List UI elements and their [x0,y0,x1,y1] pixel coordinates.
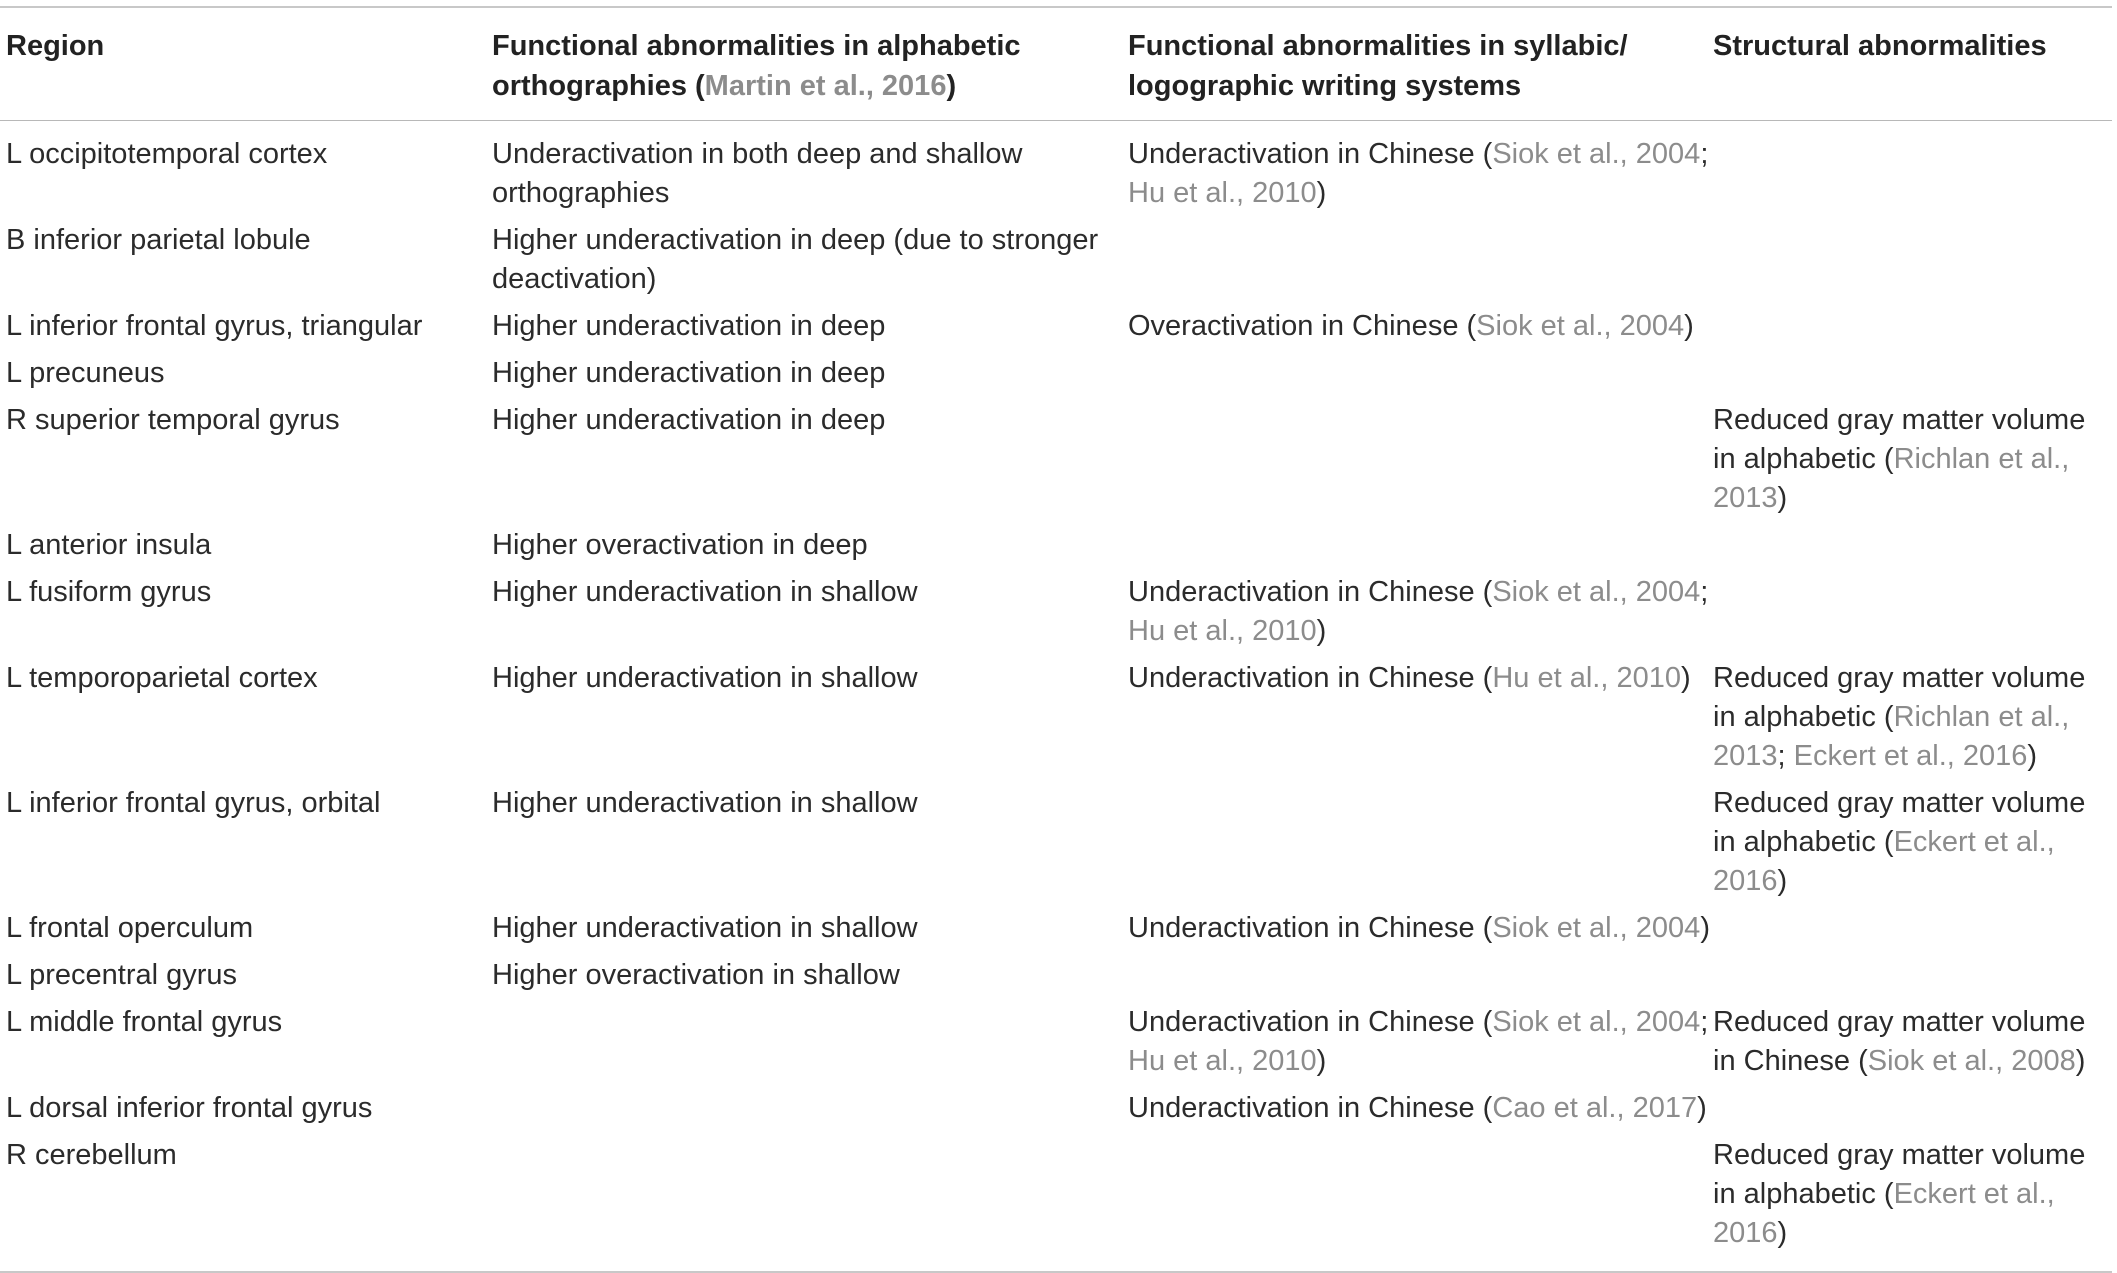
citation-link[interactable]: Eckert et al., 2016 [1713,826,2055,897]
cell-syllabic [1128,1136,1713,1253]
cell-structural [1713,307,2112,346]
table-row [0,1132,2112,1257]
cell-text: ) [1697,1092,1707,1124]
citation-link[interactable]: Eckert et al., 2016 [1713,1178,2055,1249]
cell-structural [1713,1136,2112,1253]
citation-link[interactable]: Hu et al., 2010 [1492,662,1681,694]
cell-syllabic [1128,307,1713,346]
cell-text: ) [1777,865,1788,897]
header-alphabetic-citation[interactable]: Martin et al., 2016 [704,70,947,102]
citation-link[interactable]: Siok et al., 2004 [1476,310,1685,342]
cell-text: Reduced gray matter volume in alphabetic ( [1713,1139,2086,1210]
cell-syllabic [1128,1089,1713,1128]
cell-alphabetic: Higher underactivation in deep (due to stronger deactivation) [492,224,1099,295]
citation-link[interactable]: Siok et al., 2004 [1492,576,1701,608]
cell-syllabic [1128,909,1713,948]
cell-text: ( [1482,662,1493,694]
header-alphabetic-close: ) [946,70,957,102]
cell-text: Underactivation in Chinese [1128,662,1483,694]
table-row [0,655,2112,780]
table-row [0,1085,2112,1132]
table-header [0,8,2112,120]
cell-region: L precentral gyrus [6,959,238,991]
cell-text: Underactivation in Chinese ( [1128,1006,1493,1038]
cell-region: L fusiform gyrus [6,576,212,608]
cell-structural [1713,221,2112,299]
cell-text: Underactivation in Chinese [1128,912,1483,944]
cell-region: L inferior frontal gyrus, orbital [6,787,381,819]
cell-text: ; [1700,138,1709,170]
table-row [0,999,2112,1085]
cell-text: ( [1466,310,1477,342]
cell-text: Reduced gray matter volume in Chinese ( [1713,1006,2086,1077]
cell-alphabetic: Higher underactivation in deep [492,404,886,436]
cell-structural [1713,354,2112,393]
cell-alphabetic [492,1089,1128,1128]
cell-alphabetic: Higher overactivation in shallow [492,959,900,991]
cell-structural [1713,573,2112,651]
cell-syllabic [1128,956,1713,995]
cell-alphabetic: Underactivation in both deep and shallow orthographies [492,138,1023,209]
header-structural: Structural abnormalities [1713,30,2047,62]
cell-alphabetic [492,1003,1128,1081]
header-alphabetic [492,26,1128,106]
cell-text: Reduced gray matter volume in alphabetic ( [1713,787,2086,858]
cell-text: ) [1684,310,1694,342]
citation-link[interactable]: Hu et al., 2010 [1128,1045,1317,1077]
cell-structural [1713,956,2112,995]
cell-text: ; [1700,1006,1709,1038]
cell-structural [1713,1003,2112,1081]
table-row [0,131,2112,217]
cell-region: L temporoparietal cortex [6,662,318,694]
cell-structural [1713,659,2112,776]
table-row [0,522,2112,569]
cell-alphabetic: Higher underactivation in deep [492,310,886,342]
cell-text: ( [1482,138,1493,170]
citation-link[interactable]: Cao et al., 2017 [1492,1092,1698,1124]
table-body [0,121,2112,1271]
table-row [0,569,2112,655]
citation-link[interactable]: Siok et al., 2008 [1867,1045,2076,1077]
cell-alphabetic: Higher underactivation in shallow [492,662,918,694]
cell-text: ; [1700,576,1709,608]
cell-text: ) [1777,482,1788,514]
cell-structural [1713,401,2112,518]
cell-region: L inferior frontal gyrus, triangular [6,310,423,342]
table-row [0,780,2112,905]
table-row [0,905,2112,952]
cell-alphabetic: Higher overactivation in deep [492,529,868,561]
citation-link[interactable]: Hu et al., 2010 [1128,177,1317,209]
abnormalities-table [0,6,2112,1273]
cell-text: ( [1482,912,1493,944]
cell-syllabic [1128,526,1713,565]
cell-region: R cerebellum [6,1139,177,1171]
citation-link[interactable]: Siok et al., 2004 [1492,912,1701,944]
citation-link[interactable]: Richlan et al., 2013 [1713,443,2070,514]
header-syllabic: Functional abnormalities in syllabic/ logographic writing systems [1128,30,1628,102]
cell-structural [1713,526,2112,565]
cell-syllabic [1128,354,1713,393]
cell-structural [1713,784,2112,901]
cell-text: Overactivation in Chinese [1128,310,1467,342]
cell-region: B inferior parietal lobule [6,224,311,256]
cell-structural [1713,909,2112,948]
cell-text: Underactivation in Chinese [1128,1092,1483,1124]
cell-text: Reduced gray matter volume in alphabetic ( [1713,404,2086,475]
cell-alphabetic [492,1136,1128,1253]
cell-text: Underactivation in Chinese [1128,138,1483,170]
citation-link[interactable]: Hu et al., 2010 [1128,615,1317,647]
table-row [0,952,2112,999]
cell-text: ; [1777,740,1794,772]
cell-syllabic [1128,1003,1713,1081]
citation-link[interactable]: Eckert et al., 2016 [1793,740,2028,772]
table-row [0,303,2112,350]
cell-region: L middle frontal gyrus [6,1006,283,1038]
header-alphabetic-text: Functional abnormalities in alphabetic orthographies ( [492,30,1021,102]
cell-text: ) [1700,912,1710,944]
cell-text: ) [1316,1045,1327,1077]
cell-region: L precuneus [6,357,165,389]
cell-region: L dorsal inferior frontal gyrus [6,1092,373,1124]
cell-text: ) [2027,740,2038,772]
cell-alphabetic: Higher underactivation in shallow [492,912,918,944]
cell-text: ( [1482,1092,1493,1124]
cell-syllabic [1128,401,1713,518]
cell-text: ) [1777,1217,1788,1249]
cell-region: L occipitotemporal cortex [6,138,328,170]
cell-text: ) [1316,177,1327,209]
cell-syllabic [1128,135,1713,213]
cell-alphabetic: Higher underactivation in shallow [492,576,918,608]
cell-text: ) [1316,615,1327,647]
cell-syllabic [1128,221,1713,299]
citation-link[interactable]: Siok et al., 2004 [1492,1006,1701,1038]
citation-link[interactable]: Richlan et al., 2013 [1713,701,2070,772]
cell-text: Underactivation in Chinese ( [1128,576,1493,608]
table-row [0,397,2112,522]
cell-text: ) [1680,662,1691,694]
cell-syllabic [1128,784,1713,901]
cell-syllabic [1128,659,1713,776]
cell-region: L frontal operculum [6,912,254,944]
cell-syllabic [1128,573,1713,651]
table-row [0,350,2112,397]
table-row [0,217,2112,303]
cell-alphabetic: Higher underactivation in deep [492,357,886,389]
cell-structural [1713,135,2112,213]
cell-region: L anterior insula [6,529,212,561]
cell-region: R superior temporal gyrus [6,404,340,436]
citation-link[interactable]: Siok et al., 2004 [1492,138,1701,170]
cell-structural [1713,1089,2112,1128]
cell-alphabetic: Higher underactivation in shallow [492,787,918,819]
header-region: Region [6,30,105,62]
cell-text: ) [2075,1045,2086,1077]
cell-text: Reduced gray matter volume in alphabetic ( [1713,662,2086,733]
